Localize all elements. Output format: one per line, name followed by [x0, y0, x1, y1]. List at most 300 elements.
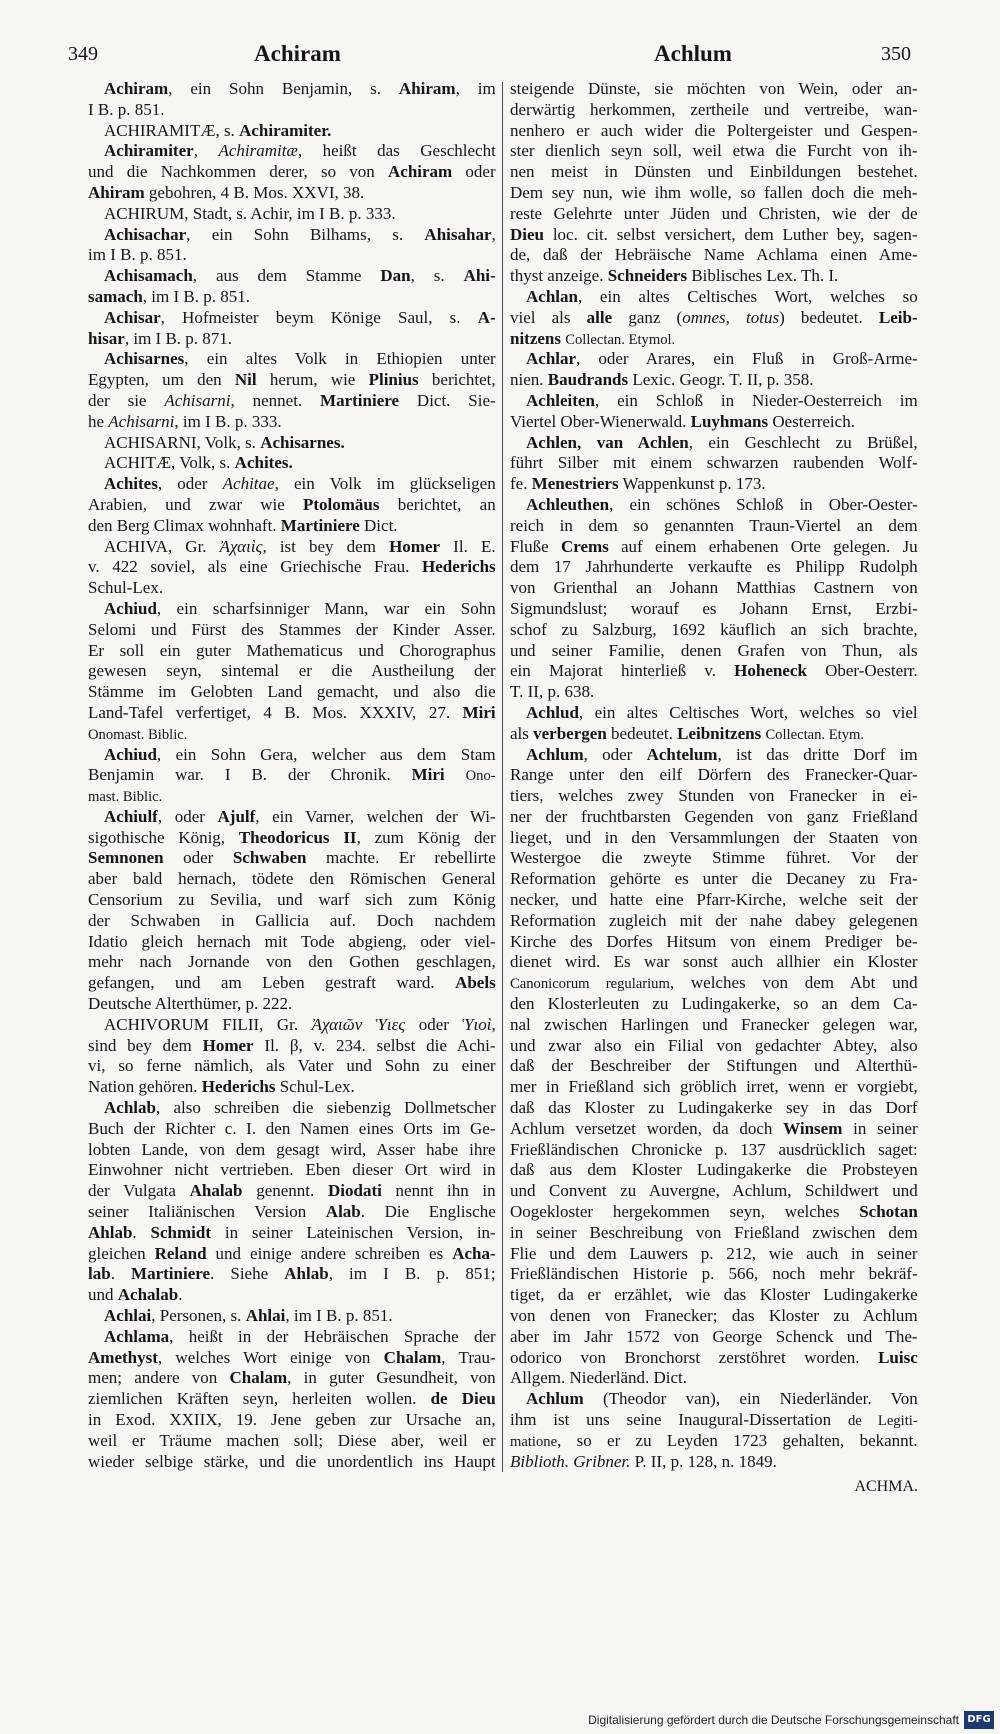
text-run: ACHISARNI, Volk, s. [104, 432, 261, 452]
text-run: bedeutet. [606, 723, 678, 743]
text-run: nal zwischen Harlingen und Franecker gelegen war, [510, 1014, 918, 1034]
text-run: und die Nachkommen derer, so von [88, 162, 388, 182]
text-line [510, 412, 918, 433]
text-line [88, 890, 496, 911]
text-line [88, 433, 496, 454]
emphasis-run: Achisar [104, 307, 161, 327]
text-run: reich in dem so genannten Traun-Viertel an dem [510, 515, 918, 535]
emphasis-run: samach [88, 286, 143, 306]
emphasis-run: Achlum [526, 1389, 584, 1409]
text-line [88, 391, 496, 412]
text-line [510, 162, 918, 183]
emphasis-run: Achiramiter. [239, 120, 332, 140]
text-line [88, 474, 496, 495]
running-head-right: Achlum [654, 41, 732, 66]
entry-paragraph [88, 79, 496, 121]
text-run: Allgem. Niederländ. Dict. [510, 1368, 688, 1388]
text-run: , heißt das Geschlecht [297, 141, 496, 161]
entry-paragraph [510, 1389, 918, 1472]
text-line [510, 765, 918, 786]
text-run: , ein Geschlecht zu Brüßel, [688, 432, 918, 452]
text-line [510, 141, 918, 162]
emphasis-run: Crems [560, 536, 609, 556]
emphasis-run: Achlar [526, 349, 577, 369]
emphasis-run: Schwaben [232, 848, 307, 868]
text-run: , ein Varner, welchen der Wi- [255, 806, 496, 826]
text-line [88, 245, 496, 266]
text-run: Selomi und Fürst des Stammes der Kinder Asser. [88, 619, 496, 639]
text-line [510, 245, 918, 266]
text-run: Biblisches Lex. Th. I. [687, 266, 839, 286]
italic-run: Achisarni [108, 411, 175, 431]
text-run: , ein schönes Schloß in Ober-Oester- [609, 494, 918, 514]
text-line [88, 1223, 496, 1244]
emphasis-run: Schotan [859, 1202, 918, 1222]
text-run: , im I B. p. 851. [142, 286, 250, 306]
emphasis-run: Chalam [229, 1368, 288, 1388]
text-run: oder [452, 162, 496, 182]
text-run: aber im Jahr 1572 von George Schenck und The- [510, 1326, 918, 1346]
text-line [88, 141, 496, 162]
dfg-logo: DFG [964, 1711, 994, 1729]
text-run: Fluße [510, 536, 561, 556]
text-run: in seiner Beschreibung von Frießland zwischen dem [510, 1222, 918, 1242]
emphasis-run: Alab [325, 1202, 361, 1222]
text-run: den Klosterleuten zu Ludingakerke, so an dem Ca- [510, 994, 918, 1014]
text-line [510, 1056, 918, 1077]
text-run: gewesen seyn, sintemal er die Austheilung der [88, 661, 496, 681]
text-run: Lexic. Geogr. T. II, p. 358. [628, 370, 814, 390]
text-run: tiget, da er erzählet, wie das Kloster Ludingakerke [510, 1285, 918, 1305]
text-run: sigothische König, [88, 827, 239, 847]
text-run: ganz ( [612, 307, 683, 327]
text-run: , [491, 224, 496, 244]
text-line [510, 952, 918, 973]
entry-paragraph [88, 1327, 496, 1473]
text-run: daß das Kloster zu Ludingakerke sey in das Dorf [510, 1098, 918, 1118]
text-line [510, 724, 918, 745]
left-column [88, 79, 496, 1472]
text-line [510, 703, 918, 724]
text-line [88, 1327, 496, 1348]
entry-paragraph [510, 433, 918, 495]
text-line [88, 329, 496, 350]
text-line [88, 349, 496, 370]
emphasis-run: Achiram [104, 79, 169, 98]
text-run: lieget, und in den Versammlungen der Staaten von [510, 827, 918, 847]
text-run: , nennet. [230, 390, 321, 410]
emphasis-run: lab [88, 1264, 111, 1284]
emphasis-run: Acha- [452, 1243, 496, 1263]
text-run: nennt ihn in [381, 1181, 496, 1201]
text-line [510, 1264, 918, 1285]
text-run: ACHIRUM, Stadt, s. Achir, im I B. p. 333. [104, 203, 396, 223]
page-number-right: 350 [881, 43, 911, 65]
text-run: , also schreiben die siebenzig Dollmetscher [155, 1098, 496, 1118]
emphasis-run: Achiram [388, 162, 453, 182]
text-run: Viertel Ober-Wienerwald. [510, 411, 691, 431]
text-line [88, 1015, 496, 1036]
entry-paragraph [88, 308, 496, 350]
text-line [88, 807, 496, 828]
text-run: Reformation zugleich mit der nahe dabey gelegenen [510, 910, 918, 930]
text-line [510, 516, 918, 537]
emphasis-run: Achisarnes [104, 349, 185, 369]
italic-run: Achisarni [164, 390, 231, 410]
text-line [88, 183, 496, 204]
text-run: Frießländischen Historie p. 566, noch mehr bekräf- [510, 1264, 918, 1284]
footer [588, 1710, 994, 1730]
text-run: ziemlichen Kräften seyn, herleiten wollen. [88, 1389, 431, 1409]
text-run: ster dienlich seyn soll, weil etwa die Furcht von ih- [510, 141, 918, 161]
text-line [88, 661, 496, 682]
text-run: (Theodor van), ein Niederländer. Von [583, 1389, 918, 1409]
emphasis-run: Ahlai [245, 1306, 286, 1326]
emphasis-run: Ahlab [88, 1222, 133, 1242]
text-line [88, 1410, 496, 1431]
text-line [88, 620, 496, 641]
text-run: nenhero er auch wider die Poltergeister und Gespen- [510, 120, 918, 140]
text-run: in seiner [842, 1118, 918, 1138]
text-run: Achlum versetzet worden, da doch [510, 1118, 784, 1138]
emphasis-run: Schmidt [150, 1222, 211, 1242]
text-line [88, 1389, 496, 1410]
text-line [510, 682, 918, 703]
text-run: , in guter Gesundheit, von [287, 1368, 496, 1388]
text-line [510, 391, 918, 412]
text-line [510, 1181, 918, 1202]
text-line [510, 786, 918, 807]
emphasis-run: Schneiders [607, 266, 688, 286]
text-line [88, 1181, 496, 1202]
text-line [510, 453, 918, 474]
emphasis-run: nitzens [510, 328, 561, 348]
text-line [88, 703, 496, 724]
text-run: derwärtig herkommen, zertheile und vertreibe, wan- [510, 99, 918, 119]
text-line [510, 745, 918, 766]
emphasis-run: Achlai [104, 1306, 152, 1326]
emphasis-run: Achiulf [104, 806, 158, 826]
text-run: Reformation gehörte es unter die Decaney zu Fra- [510, 869, 918, 889]
italic-run: Ἀχαιῶν Ὑιες [311, 1014, 406, 1034]
text-line [88, 412, 496, 433]
text-line [510, 495, 918, 516]
page-number-left: 349 [68, 43, 98, 65]
text-run: seiner Italiänischen Version [88, 1202, 326, 1222]
entry-paragraph [88, 433, 496, 454]
text-run: Buch der Richter c. I. den Namen eines Orts im Ge- [88, 1118, 496, 1138]
text-line [88, 682, 496, 703]
text-line [510, 641, 918, 662]
emphasis-run: Achisachar [104, 224, 187, 244]
entry-paragraph [510, 349, 918, 391]
text-line [88, 786, 496, 807]
emphasis-run: alle [586, 307, 613, 327]
text-run: de, daß der Hebräische Name Achlama einen Ame- [510, 245, 918, 265]
text-run: , ein altes Celtisches Wort, welches so [577, 286, 918, 306]
text-run: , im [455, 79, 496, 98]
text-line [88, 1140, 496, 1161]
text-line [88, 973, 496, 994]
text-line [88, 745, 496, 766]
emphasis-run: Dieu [510, 224, 544, 244]
text-run: von Grienthal an Johann Matthias Castnern von [510, 578, 918, 598]
emphasis-run: Achalab [117, 1285, 179, 1305]
emphasis-run: Hederichs [201, 1077, 276, 1097]
emphasis-run: Achlum [526, 744, 584, 764]
text-line [510, 1202, 918, 1223]
entry-paragraph [510, 391, 918, 433]
entry-paragraph [88, 349, 496, 432]
text-line [510, 848, 918, 869]
text-run: daß der Beschreiber der Stiftungen und Alterthü- [510, 1056, 918, 1076]
entry-paragraph [88, 453, 496, 474]
text-line [510, 994, 918, 1015]
text-run: viel als [510, 307, 587, 327]
entry-paragraph [88, 266, 496, 308]
text-line [510, 433, 918, 454]
emphasis-run: Ajulf [217, 806, 256, 826]
emphasis-run: Martiniere [131, 1264, 211, 1284]
entry-paragraph [510, 703, 918, 745]
text-run: , aus dem Stamme [192, 266, 381, 286]
text-run: mer in Frießland sich gröblich irret, wenn er vorgiebt, [510, 1077, 918, 1097]
entry-paragraph [88, 745, 496, 807]
text-run: , im I B. p. 333. [174, 411, 282, 431]
text-run: , ist das dritte Dorf im [717, 744, 918, 764]
emphasis-run: Achleuthen [526, 494, 610, 514]
entry-paragraph [88, 1015, 496, 1098]
text-run: , heißt in der Hebräischen Sprache der [169, 1326, 496, 1346]
text-line [88, 724, 496, 745]
running-head-left: Achiram [254, 41, 341, 66]
text-line [88, 287, 496, 308]
text-line [510, 308, 918, 329]
italic-run: Achiramitæ [218, 141, 298, 161]
text-run: , ein Schloß in Nieder-Oesterreich im [594, 390, 918, 410]
text-line [510, 1244, 918, 1265]
text-line [510, 828, 918, 849]
text-line [510, 287, 918, 308]
text-run: im I B. p. 851. [88, 245, 187, 265]
emphasis-run: Diodati [327, 1181, 382, 1201]
text-run: he [88, 411, 109, 431]
text-run: . Die Englische [360, 1202, 496, 1222]
text-line [510, 1410, 918, 1431]
text-run: , oder [583, 744, 647, 764]
entry-paragraph [88, 599, 496, 745]
text-run: , [193, 141, 219, 161]
text-line [510, 1348, 918, 1369]
text-run: Kirche des Dorfes Hitsum von einem Prediger be- [510, 931, 918, 951]
text-line [88, 869, 496, 890]
emphasis-run: Achites. [234, 453, 293, 473]
text-line [88, 578, 496, 599]
emphasis-run: Abels [455, 973, 496, 993]
emphasis-run: Hoheneck [734, 661, 807, 681]
text-line [88, 1368, 496, 1389]
text-line [88, 1306, 496, 1327]
antiqua-run: Collectan. Etym. [765, 726, 865, 743]
text-run: Arabien, und zwar wie [88, 494, 303, 514]
text-line [88, 1036, 496, 1057]
antiqua-run: Ono- [465, 768, 496, 785]
text-run: sind bey dem [88, 1035, 203, 1055]
text-line [510, 79, 918, 100]
text-run: in seiner Lateinischen Version, in- [211, 1222, 496, 1242]
text-run: ACHITÆ, Volk, s. [104, 453, 235, 473]
text-line [88, 1077, 496, 1098]
text-line [88, 599, 496, 620]
text-line [88, 1264, 496, 1285]
text-run: v. 422 soviel, als eine Griechische Frau. [88, 557, 422, 577]
text-run: steigende Dünste, sie möchten von Wein, oder an- [510, 79, 918, 98]
text-run: tiers, welches zwey Stunden von Franecker in ei- [510, 786, 918, 806]
emphasis-run: Winsem [783, 1118, 843, 1138]
text-run: , ein Sohn Gera, welcher aus dem Stam [156, 744, 496, 764]
text-run: , ein altes Volk in Ethiopien unter [184, 349, 496, 369]
emphasis-run: Ahisahar [424, 224, 492, 244]
emphasis-run: Miri [411, 765, 445, 785]
emphasis-run: Baudrands [547, 370, 629, 390]
antiqua-run: Canonicorum regularium [510, 976, 670, 993]
emphasis-run: Achlan [526, 286, 578, 306]
text-line [88, 1202, 496, 1223]
text-line [88, 994, 496, 1015]
italic-run: Biblioth. Gribner. [510, 1451, 631, 1471]
emphasis-run: Ahalab [189, 1181, 243, 1201]
emphasis-run: Achtelum [646, 744, 718, 764]
text-run: , ist bey dem [262, 536, 390, 556]
text-line [510, 1119, 918, 1140]
text-run: Oesterreich. [768, 411, 855, 431]
text-line [510, 1285, 918, 1306]
text-run: , Personen, s. [151, 1306, 246, 1326]
antiqua-run: matione [510, 1433, 558, 1450]
emphasis-run: Luyhmans [690, 411, 769, 431]
text-run: berichtet, [418, 370, 496, 390]
text-run: und seiner Familie, denen Grafen von Thun, als [510, 640, 918, 660]
text-run: odorico von Bronchorst zerstöhret worden. [510, 1347, 879, 1367]
emphasis-run: Achisarnes. [260, 432, 345, 452]
text-line [510, 474, 918, 495]
entry-paragraph [88, 537, 496, 599]
text-run: gleichen [88, 1243, 155, 1263]
text-line [510, 225, 918, 246]
text-run: fe. [510, 474, 532, 494]
entry-paragraph [510, 745, 918, 1390]
text-run: , im I B. p. 871. [124, 328, 233, 348]
text-line [88, 225, 496, 246]
text-line [88, 204, 496, 225]
entry-paragraph [88, 1306, 496, 1327]
text-run: und zwar also ein Filial von gedachter Abtey, also [510, 1035, 918, 1055]
text-run: Deutsche Alterthümer, p. 222. [88, 994, 293, 1014]
text-line [88, 100, 496, 121]
text-line [510, 578, 918, 599]
text-line [510, 1140, 918, 1161]
text-line [510, 1306, 918, 1327]
emphasis-run: Ahlab [284, 1264, 329, 1284]
text-run: , welches Wort einige von [157, 1347, 384, 1367]
emphasis-run: Achlama [104, 1326, 170, 1346]
emphasis-run: Menestriers [531, 474, 619, 494]
text-run: in Exod. XXIIX, 19. Jene geben zur Ursache an, [88, 1410, 496, 1429]
text-run: , ein Volk im glückseligen [274, 474, 496, 494]
text-run: herum, wie [256, 370, 369, 390]
emphasis-run: Achiramiter [104, 141, 194, 161]
text-run: der Vulgata [88, 1181, 190, 1201]
italic-run: Ὑιοὶ [462, 1014, 492, 1034]
text-line [510, 100, 918, 121]
text-run: . [132, 1222, 151, 1242]
text-run: men; andere von [88, 1368, 230, 1388]
text-run: , ein scharfsinniger Mann, war ein Sohn [156, 598, 496, 618]
text-run: Idatio gleich hernach mit Tode abgieng, oder viel- [88, 931, 496, 951]
emphasis-run: verbergen [533, 723, 607, 743]
emphasis-run: Hederichs [422, 557, 496, 577]
text-line [88, 911, 496, 932]
text-run: Westergoe die zweyte Stimme führet. Vor der [510, 848, 918, 868]
emphasis-run: Achisamach [104, 266, 193, 286]
emphasis-run: Theodoricus II [238, 827, 357, 847]
text-run: Stämme im Gelobten Land gemacht, und also die [88, 682, 496, 702]
text-run: P. II, p. 128, n. 1849. [630, 1451, 777, 1471]
text-run: den Berg Climax wohnhaft. [88, 515, 281, 535]
text-line [88, 162, 496, 183]
text-line [88, 848, 496, 869]
text-run: Land-Tafel verfertiget, 4 B. Mos. XXXIV, 27. [88, 702, 463, 722]
text-run: Dem sey nun, wie ihm wolle, so fallen doch die meh- [510, 182, 918, 202]
text-run: Flie und dem Lauwers p. 212, wie auch in seiner [510, 1243, 918, 1263]
text-line [510, 1389, 918, 1410]
entry-paragraph [510, 495, 918, 703]
catchword: ACHMA. [854, 1478, 918, 1495]
text-run: , im I B. p. 851; [328, 1264, 496, 1284]
text-line [88, 308, 496, 329]
text-line [510, 266, 918, 287]
entry-paragraph [88, 807, 496, 1015]
emphasis-run: Homer [202, 1035, 254, 1055]
antiqua-run: mast. Biblic. [88, 789, 163, 806]
text-run: Schul-Lex. [275, 1077, 355, 1097]
text-run: auf einem erhabenen Orte gelegen. Ju [608, 536, 918, 556]
text-run: ein Majorat hinterließ v. [510, 661, 735, 681]
text-line [510, 932, 918, 953]
text-line [510, 1077, 918, 1098]
text-run: dienet wird. Es war sonst auch allhier ein Kloster [510, 952, 918, 972]
text-line [510, 329, 918, 350]
text-line [510, 370, 918, 391]
text-run: und [88, 1285, 118, 1305]
text-run: ACHIVORUM FILII, Gr. [104, 1014, 312, 1034]
text-line [88, 765, 496, 786]
text-run: , oder Arares, ein Fluß in Groß-Arme- [576, 349, 918, 369]
text-line [88, 828, 496, 849]
text-run: , Hofmeister beym Könige Saul, s. [160, 307, 478, 327]
text-run: Oogekloster hergekommen seyn, welches [510, 1202, 860, 1222]
text-run: schof zu Salzburg, 1692 käuflich an sich brachte, [510, 619, 918, 639]
emphasis-run: Achlen, van Achlen [526, 432, 689, 452]
text-run: ner der fruchtbarsten Gegenden von ganz Frießland [510, 806, 918, 826]
text-run: . [110, 1264, 132, 1284]
text-line [88, 121, 496, 142]
entry-paragraph [88, 1098, 496, 1306]
text-line [88, 1244, 496, 1265]
entry-paragraph [88, 474, 496, 536]
text-run: Wappenkunst p. 173. [618, 474, 766, 494]
antiqua-run: Onomast. Biblic. [88, 726, 188, 743]
